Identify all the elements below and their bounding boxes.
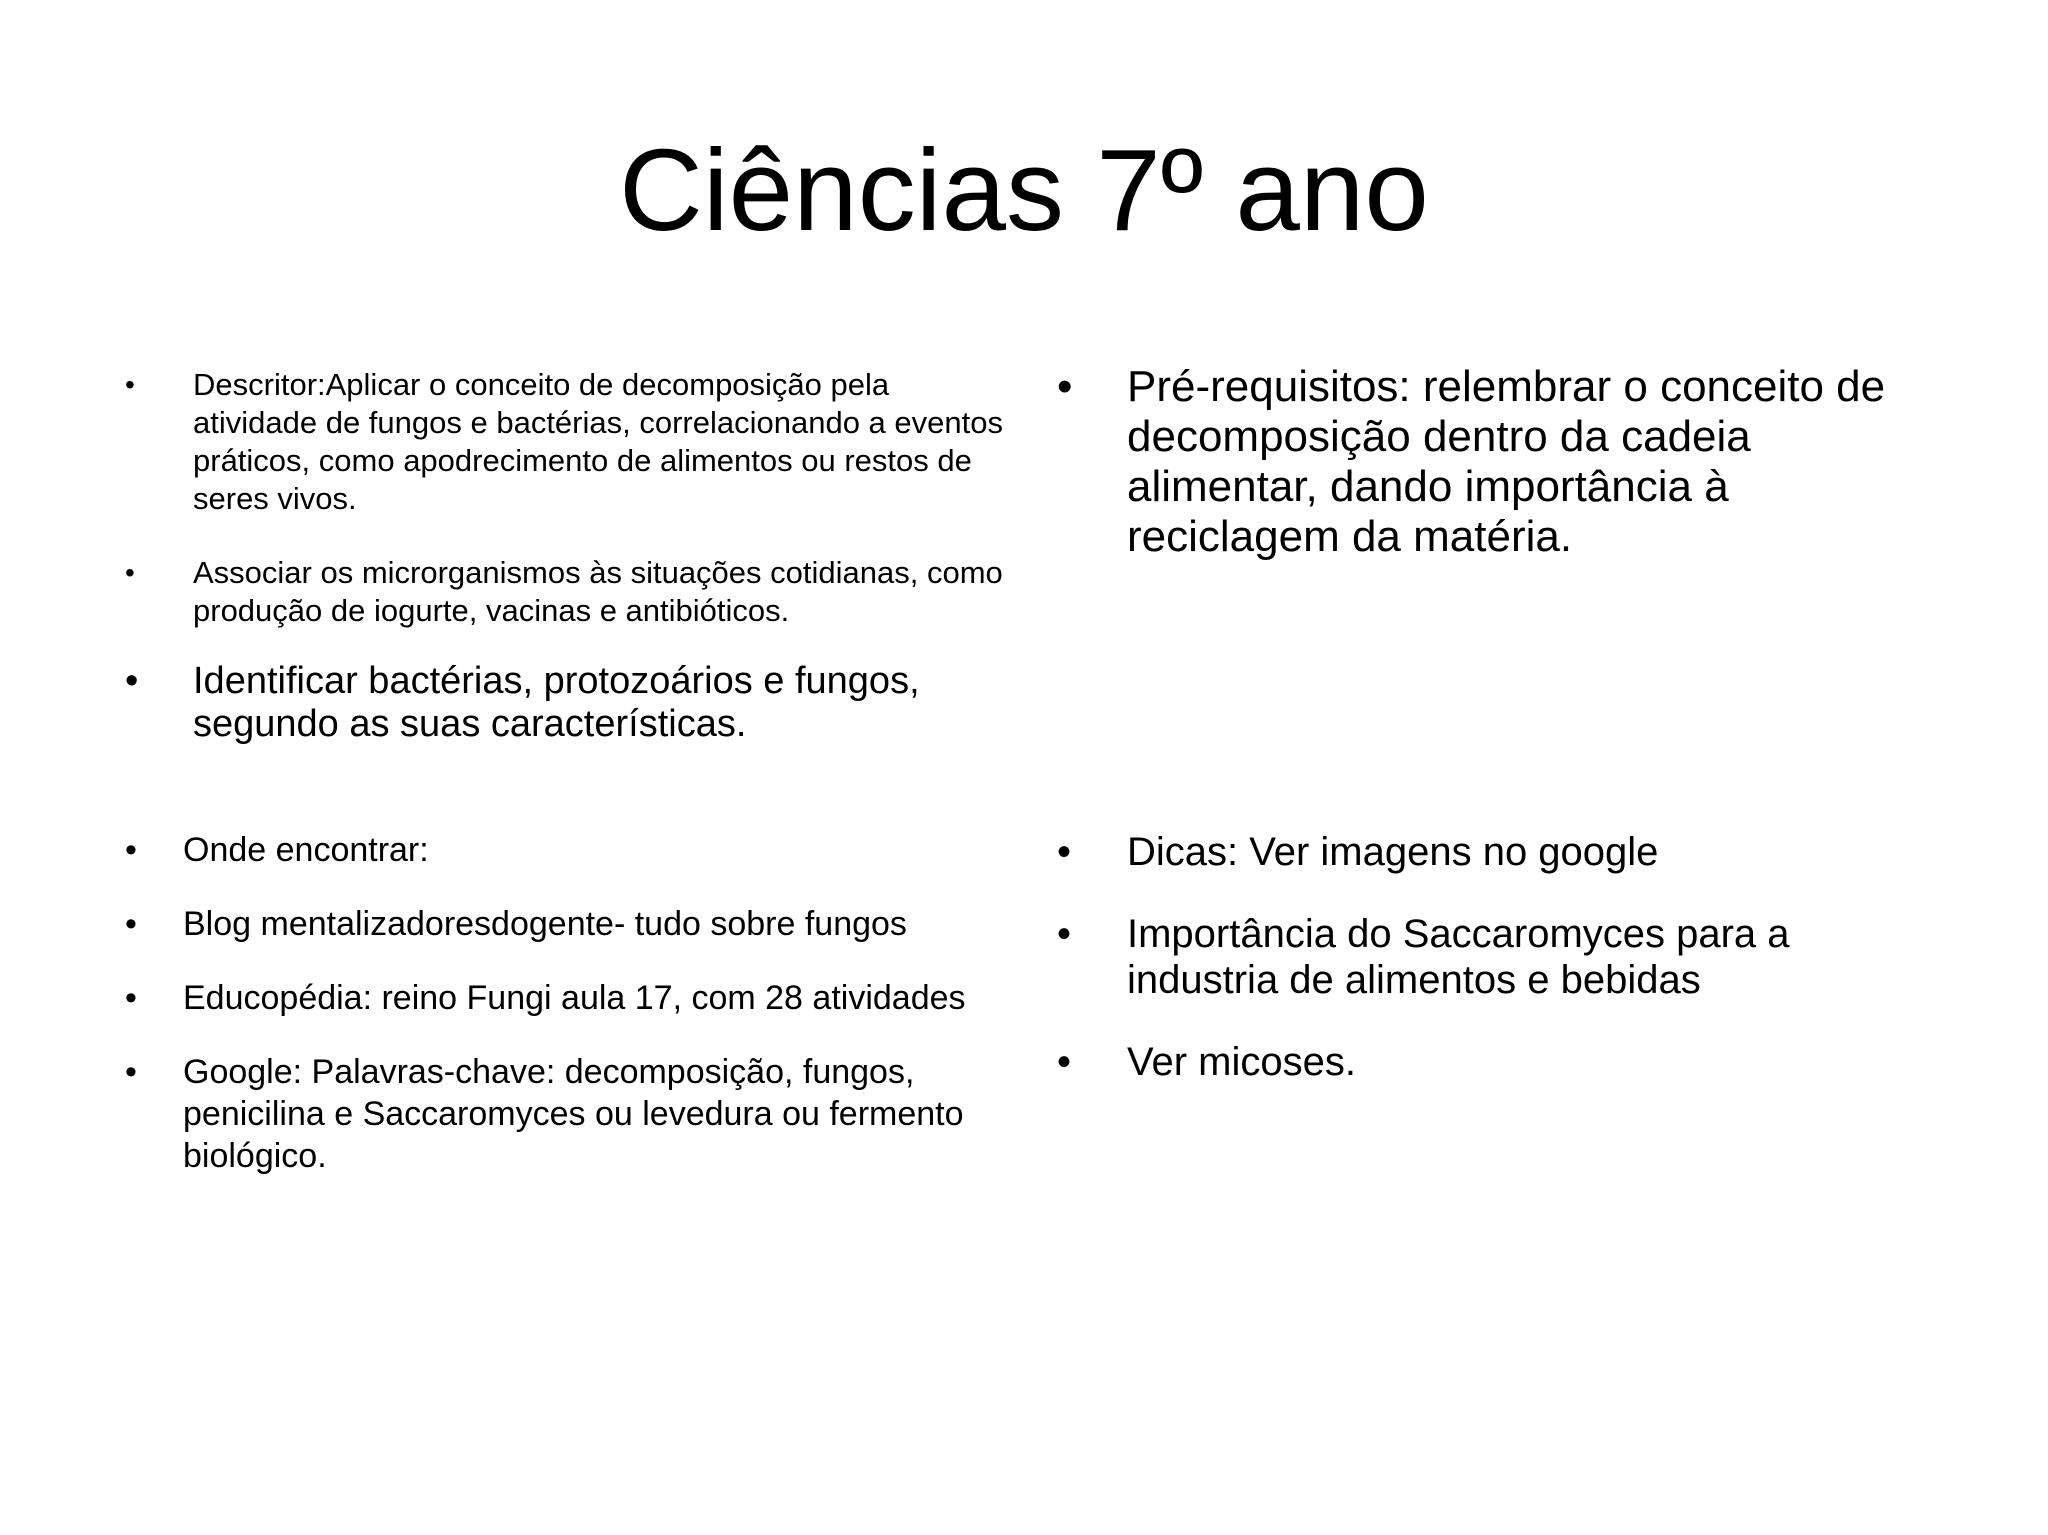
list-item-text: Dicas: Ver imagens no google [1127,830,1659,874]
list-item-text: Associar os microrganismos às situações cotidianas, como produção de iogurte, vacinas e antibióticos. [193,555,1003,628]
list-item [1057,1039,1937,1085]
bullet-icon: • [1057,830,1072,874]
prerequisites-list [1057,362,1937,562]
list-item-text: Educopédia: reino Fungi aula 17, com 28 atividades [183,979,966,1017]
list-item [125,660,1005,746]
list-item [125,366,1005,518]
list-item-text: Onde encontrar: [183,831,429,869]
descriptors-list [125,366,1005,746]
bullet-icon: • [125,979,137,1017]
bullet-icon: • [125,905,137,943]
list-item [125,829,1005,871]
list-item-text: Pré-requisitos: relembrar o conceito de decomposição dentro da cadeia alimentar, dando importância à reciclagem da matéria. [1127,362,1886,561]
list-item-text: Importância do Saccaromyces para a industria de alimentos e bebidas [1127,912,1790,1002]
bullet-icon: • [125,369,135,400]
list-item-text: Google: Palavras-chave: decomposição, fungos, penicilina e Saccaromyces ou levedura ou fermento biológico. [183,1053,964,1175]
list-item [125,1051,1005,1177]
list-item-text: Identificar bactérias, protozoários e fungos, segundo as suas características. [193,660,920,745]
list-item-text: Descritor:Aplicar o conceito de decomposição pela atividade de fungos e bactérias, correlacionando a eventos práticos, como apodrecimento de alimentos ou restos de seres vivos. [193,367,1003,516]
bullet-icon: • [125,831,137,869]
list-item [1057,829,1937,875]
list-item [125,903,1005,945]
list-item [125,554,1005,630]
list-item [125,977,1005,1019]
bullet-icon: • [125,557,135,588]
list-item-text: Blog mentalizadoresdogente- tudo sobre fungos [183,905,907,943]
bullet-icon: • [1057,912,1072,956]
slide-title: Ciências 7º ano [619,125,1429,255]
list-item [1057,911,1937,1003]
bullet-icon: • [125,660,139,702]
list-item [1057,362,1937,562]
list-item-text: Ver micoses. [1127,1040,1356,1084]
tips-list [1057,829,1937,1085]
bullet-icon: • [1057,362,1073,411]
bullet-icon: • [125,1053,137,1091]
bullet-icon: • [1057,1040,1072,1084]
resources-list [125,829,1005,1177]
